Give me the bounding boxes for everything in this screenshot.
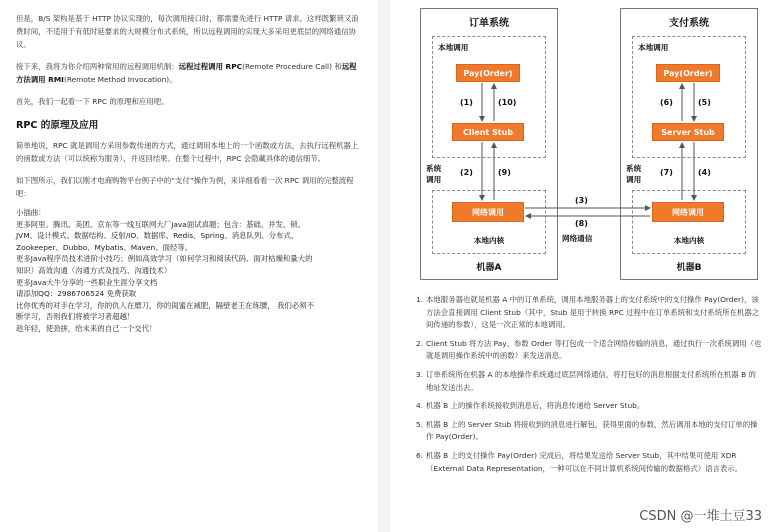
machine-a-label: 机器A [476, 263, 502, 273]
rpc-definition-paragraph: 简单地说，RPC 就是调用方采用参数传递的方式，通过调用本地上的一个函数或方法，去执行远程机器上的函数或方法（可以统称为服务），并返回结果。在整个过程中，RPC 会隐藏具体的通信细节。 [16, 141, 359, 163]
section-heading: RPC 的原理及应用 [16, 120, 99, 131]
rpc-flow-diagram [390, 0, 770, 282]
pay-system-title: 支付系统 [669, 18, 709, 29]
list-item-number: 5. [416, 419, 424, 429]
promo-line: 趁年轻，使劲拼，给未来的自己一个交代！ [16, 323, 157, 333]
left-page [0, 0, 378, 532]
promo-line: Zookeeper、Dubbo、Mybatis、Maven、面经等。 [16, 242, 193, 252]
rpc-term: 远程过程调用 RPC [178, 62, 243, 71]
machine-a-pay-order-box: Pay(Order) [456, 64, 520, 82]
machine-a-network-call-box: 网络调用 [452, 202, 524, 222]
list-item-text: Client Stub 将方法 Pay、参数 Order 等打包成一个适合网络传输的消息，通过执行一次系统调用（也就是调用操作系统中的函数）来发送消息。 [426, 338, 762, 361]
list-item-number: 2. [416, 338, 424, 348]
step-label-b6: (6) [660, 98, 673, 107]
example-paragraph: 如下图所示，我们以刚才电商购物平台例子中的“支付”操作为例，来详细看看一次 RPC 调用的完整流程吧： [16, 176, 354, 198]
promo-block [16, 207, 362, 335]
machine-b-local-call-label: 本地调用 [638, 43, 669, 52]
rpc-steps-list [416, 294, 762, 481]
step-label-b7: (7) [660, 168, 673, 177]
promo-line: 知识）高效沟通（沟通方式及技巧、沟通技术） [16, 265, 172, 275]
list-item-text: 机器 B 上的 Server Stub 将接收到的消息进行解包，获得里面的参数，然后调用本地的支付订单的操作 Pay(Order)。 [426, 419, 758, 442]
step-label-b5: (5) [698, 98, 711, 107]
list-item [416, 400, 762, 413]
step-label-a1: (1) [460, 98, 473, 107]
list-item-number: 4. [416, 401, 424, 411]
list-item [416, 419, 762, 444]
rmi-term: 远程方法调用 RMI [16, 62, 357, 84]
machine-a-kernel-label: 本地内核 [473, 236, 505, 245]
machine-a-local-call-label: 本地调用 [438, 43, 469, 52]
machine-a-system-call-label: 系统 调用 [426, 164, 442, 184]
rmi-english: (Remote Method Invocation)。 [63, 75, 177, 84]
promo-line: 更多Java程序员技术进阶小技巧；例如高效学习（如何学习和阅读代码、面对枯燥和量大的 [16, 254, 313, 264]
promo-line: 请添加QQ：2986706524 免费获取 [16, 289, 137, 299]
list-item [416, 450, 762, 475]
list-item-number: 3. [416, 369, 424, 379]
machine-b-system-call-label: 系统 调用 [626, 164, 642, 184]
order-system-title: 订单系统 [469, 18, 509, 29]
step-label-net8: (8) [575, 219, 588, 228]
list-item-text: 机器 B 上的支付操作 Pay(Order) 完成后，将结果发送给 Server Stub，其中结果可使用 XDR（External Data Representation，一种可以在不同计算机系统间传输的数据格式）语言表示。 [426, 450, 743, 473]
step-label-b4: (4) [698, 168, 711, 177]
list-item-text: 本地服务器也就是机器 A 中的订单系统，调用本地服务器上的支付系统中的支付操作 Pay(Order)，该方法会直接调用 Client Stub（其中，Stub 是用于转换 RPC 过程中在订单系统和支付系统所在机器之间传递的参数），这是一次正常的本地调用。 [426, 295, 760, 330]
first-paragraph: 首先，我们一起看一下 RPC 的原理和应用吧。 [16, 97, 169, 106]
list-item-text: 机器 B 上的操作系统接收到消息后，将消息传递给 Server Stub。 [426, 401, 645, 411]
client-stub-box: Client Stub [452, 123, 524, 141]
list-item-text: 订单系统所在机器 A 的本地操作系统通过底层网络通信，将打包好的消息根据支付系统所在机器 B 的地址发送出去。 [426, 369, 756, 392]
mechanism-prefix: 接下来，我将为你介绍两种常用的远程调用机制： [16, 62, 179, 71]
machine-b-network-call-box: 网络调用 [652, 202, 724, 222]
network-communication-label: 网络通信 [562, 234, 593, 243]
promo-line: 比你优秀的对手在学习，你的仇人在磨刀，你的闺蜜在减肥，隔壁老王在练腰， 我们必须不 [16, 300, 314, 310]
list-item-number: 1. [416, 295, 424, 304]
promo-line: JVM、设计模式、数据结构、反射/IO、数据库、Redis、Spring、消息队列、分布式、 [16, 231, 299, 241]
rpc-english: (Remote Procedure Call) 和 [242, 62, 342, 71]
step-label-a10: (10) [498, 98, 517, 107]
intro-paragraph: 但是，B/S 架构是基于 HTTP 协议实现的，每次调用接口时，都需要先进行 HTTP 请求。这样既繁琐又浪费时间，不适用于有低时延要求的大规模分布式系统，所以远程调用的实现大多采用更底层的网络通信协议。 [16, 14, 359, 49]
mechanism-paragraph [16, 60, 362, 86]
csdn-watermark: CSDN @一堆土豆33 [639, 509, 762, 524]
step-label-a2: (2) [460, 168, 473, 177]
machine-b-label: 机器B [676, 263, 702, 273]
step-label-a9: (9) [498, 168, 511, 177]
server-stub-box: Server Stub [652, 123, 724, 141]
promo-line: 更多Java大牛分享的一些职业生涯分享文档 [16, 277, 158, 287]
machine-b-pay-order-box: Pay(Order) [656, 64, 720, 82]
right-page [390, 0, 770, 532]
list-item [416, 369, 762, 394]
list-item-number: 6. [416, 450, 424, 460]
promo-line: 断学习，否则我们将被学习者超越！ [16, 312, 135, 322]
machine-b-kernel-label: 本地内核 [673, 236, 705, 245]
list-item [416, 338, 762, 363]
step-label-net3: (3) [575, 196, 588, 205]
list-item [416, 294, 762, 332]
promo-line: 更多阿里、腾讯、美团、京东等一线互联网大厂Java面试真题；包含：基础、并发、锁、 [16, 219, 306, 229]
promo-line: 小插曲： [16, 208, 46, 217]
